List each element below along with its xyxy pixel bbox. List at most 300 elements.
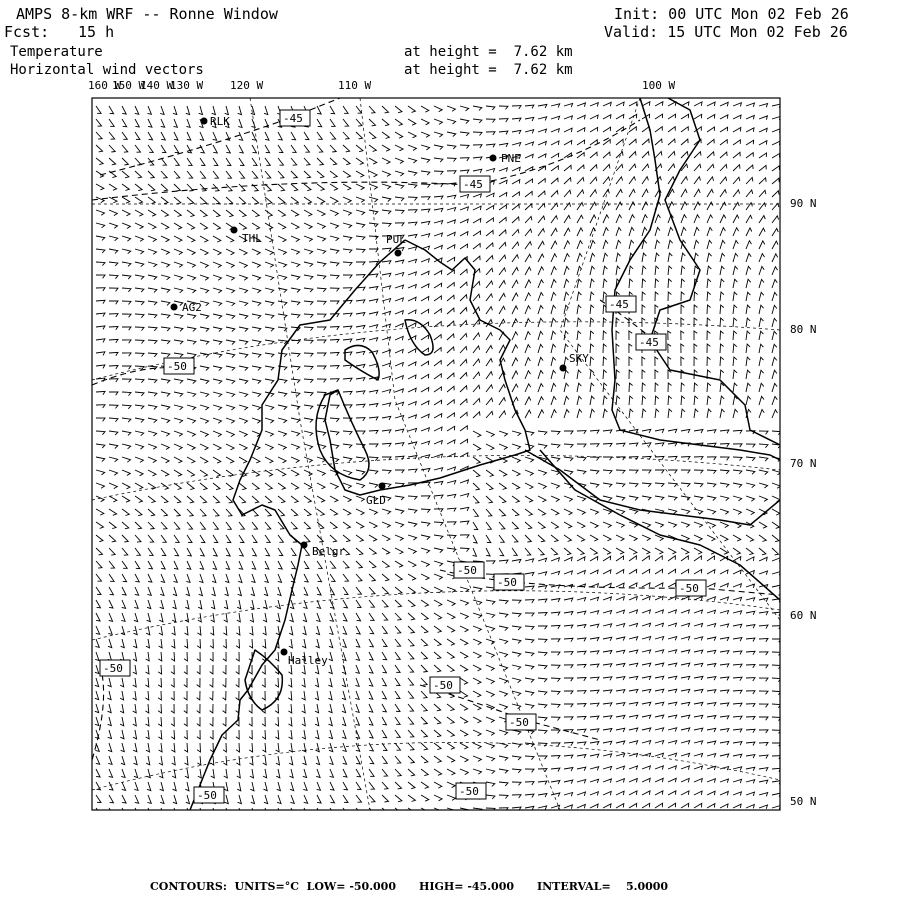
- wind-barb: [603, 279, 607, 288]
- wind-barb: [512, 242, 519, 249]
- wind-barb: [213, 379, 222, 384]
- wind-barb: [174, 405, 183, 410]
- wind-barb: [525, 293, 531, 301]
- wind-barb: [302, 691, 306, 700]
- wind-barb: [668, 623, 677, 627]
- wind-barb: [96, 223, 105, 228]
- wind-barb: [278, 223, 286, 229]
- wind-barb: [746, 215, 752, 223]
- wind-barb: [291, 197, 298, 204]
- wind-barb: [629, 409, 633, 418]
- wind-barb: [603, 102, 611, 106]
- wind-barb: [629, 189, 635, 197]
- wind-barb: [707, 570, 715, 574]
- station-label-belgr: Belgr: [312, 545, 346, 558]
- wind-barb: [447, 232, 455, 236]
- wind-barb: [96, 626, 100, 634]
- wind-barb: [174, 275, 183, 280]
- wind-barb: [720, 279, 724, 288]
- wind-barb: [603, 383, 607, 392]
- wind-barb: [720, 357, 724, 366]
- contour-50-mid: [440, 570, 780, 595]
- wind-barb: [329, 639, 333, 648]
- wind-barb: [109, 392, 118, 395]
- wind-barb: [356, 522, 364, 528]
- wind-barb: [158, 665, 161, 674]
- wind-barb: [486, 483, 493, 490]
- wind-barb: [564, 678, 573, 681]
- wind-barb: [629, 715, 638, 719]
- wind-barb: [239, 548, 243, 556]
- wind-barb: [147, 795, 151, 803]
- wind-barb: [577, 678, 586, 681]
- wind-barb: [668, 279, 672, 288]
- wind-barb: [564, 598, 573, 602]
- wind-barb: [512, 470, 520, 476]
- wind-barb: [733, 202, 739, 210]
- wind-barb: [408, 522, 417, 527]
- wind-barb: [291, 522, 297, 529]
- wind-barb: [694, 102, 702, 106]
- wind-barb: [276, 743, 280, 752]
- wind-barb: [694, 227, 699, 236]
- wind-barb: [668, 164, 675, 171]
- wind-barb: [577, 228, 583, 236]
- wind-barb: [252, 457, 260, 463]
- wind-barb: [356, 210, 365, 215]
- wind-barb: [122, 132, 127, 139]
- wind-barb: [538, 586, 547, 590]
- wind-barb: [421, 158, 430, 163]
- wind-barb: [707, 556, 715, 561]
- wind-barb: [265, 548, 270, 556]
- wind-barb: [577, 266, 582, 275]
- wind-barb: [160, 795, 164, 804]
- wind-barb: [746, 767, 755, 771]
- wind-barb: [135, 444, 144, 449]
- wind-barb: [252, 171, 258, 178]
- wind-barb: [278, 171, 284, 178]
- wind-barb: [525, 496, 533, 502]
- wind-barb: [564, 141, 572, 146]
- wind-barb: [252, 548, 256, 556]
- wind-barb: [226, 405, 235, 410]
- wind-barb: [184, 678, 187, 687]
- wind-barb: [148, 353, 157, 357]
- wind-barb: [629, 663, 638, 667]
- wind-barb: [499, 205, 506, 210]
- wind-barb: [486, 372, 493, 379]
- wind-barb: [694, 177, 701, 184]
- wind-barb: [512, 559, 521, 563]
- wind-barb: [655, 305, 658, 314]
- wind-barb: [369, 312, 378, 316]
- wind-barb: [395, 756, 401, 763]
- wind-barb: [616, 202, 622, 210]
- wind-barb: [369, 132, 376, 139]
- wind-barb: [772, 292, 777, 301]
- wind-barb: [369, 390, 378, 394]
- wind-barb: [135, 262, 144, 267]
- wind-barb: [759, 625, 768, 628]
- wind-barb: [237, 613, 241, 622]
- wind-barb: [199, 574, 203, 583]
- wind-barb: [160, 587, 164, 596]
- wind-barb: [134, 782, 138, 790]
- wind-barb: [369, 639, 373, 647]
- wind-barb: [200, 379, 209, 384]
- wind-barb: [525, 358, 530, 366]
- wind-barb: [122, 483, 130, 489]
- wind-barb: [707, 637, 716, 641]
- wind-barb: [460, 232, 468, 236]
- wind-barb: [122, 431, 131, 435]
- wind-barb: [746, 115, 754, 119]
- wind-barb: [96, 145, 103, 152]
- wind-barb: [278, 210, 286, 216]
- wind-barb: [746, 665, 755, 668]
- wind-barb: [538, 730, 547, 734]
- wind-barb: [421, 468, 430, 472]
- wind-barb: [499, 281, 505, 289]
- wind-barb: [460, 756, 468, 762]
- wind-barb: [121, 743, 125, 752]
- wind-barb: [499, 119, 508, 122]
- wind-barb: [316, 613, 320, 622]
- wind-barb: [707, 754, 716, 758]
- wind-barb: [434, 795, 442, 801]
- wind-barb: [668, 114, 676, 119]
- wind-barb: [262, 691, 265, 700]
- wind-barb: [460, 480, 469, 484]
- wind-barb: [304, 522, 311, 529]
- wind-barb: [343, 600, 348, 608]
- wind-barb: [759, 216, 765, 224]
- wind-barb: [161, 405, 170, 410]
- wind-barb: [447, 626, 455, 632]
- wind-barb: [109, 379, 118, 382]
- station-marker-pne: [490, 155, 497, 162]
- wind-barb: [109, 405, 118, 408]
- wind-barb: [655, 370, 658, 379]
- wind-barb: [135, 808, 139, 816]
- wind-barb: [289, 639, 293, 648]
- wind-barb: [122, 158, 128, 165]
- wind-barb: [486, 106, 495, 110]
- wind-barb: [642, 689, 651, 693]
- wind-barb: [538, 626, 547, 629]
- wind-barb: [681, 266, 685, 275]
- wind-barb: [772, 535, 779, 542]
- wind-barb: [551, 717, 560, 721]
- wind-barb: [733, 690, 742, 693]
- wind-barb: [616, 663, 625, 667]
- wind-barb: [629, 741, 638, 745]
- wind-barb: [434, 374, 441, 379]
- wind-barb: [486, 470, 493, 477]
- wind-barb: [486, 743, 495, 748]
- wind-barb: [395, 158, 403, 164]
- wind-barb: [161, 574, 165, 582]
- wind-barb: [95, 704, 99, 713]
- wind-barb: [200, 522, 206, 529]
- wind-barb: [733, 165, 740, 171]
- wind-barb: [538, 229, 545, 236]
- wind-barb: [135, 483, 143, 489]
- wind-barb: [668, 456, 677, 459]
- wind-barb: [460, 282, 467, 288]
- wind-barb: [655, 240, 660, 249]
- wind-barb: [342, 639, 346, 647]
- wind-barb: [408, 323, 416, 327]
- wind-barb: [382, 311, 391, 315]
- station-marker-thl: [231, 227, 238, 234]
- wind-barb: [642, 702, 651, 706]
- island-west: [345, 345, 379, 380]
- wind-barb: [369, 325, 378, 329]
- wind-barb: [356, 378, 365, 382]
- wind-barb: [146, 652, 150, 661]
- wind-barb: [161, 249, 169, 254]
- wind-barb: [421, 284, 429, 288]
- wind-barb: [668, 266, 672, 275]
- wind-barb: [486, 346, 492, 354]
- lon-label-130w: 130 W: [170, 79, 204, 92]
- wind-barb: [369, 261, 378, 264]
- wind-barb: [681, 292, 685, 301]
- wind-barb: [460, 295, 467, 301]
- wind-barb: [395, 769, 401, 776]
- wind-barb: [302, 717, 306, 726]
- wind-barb: [525, 704, 534, 708]
- wind-barb: [291, 457, 299, 463]
- wind-barb: [186, 795, 190, 804]
- wind-barb: [460, 359, 467, 366]
- wind-barb: [694, 623, 703, 627]
- wind-barb: [265, 223, 273, 229]
- wind-barb: [135, 509, 142, 516]
- wind-barb: [473, 256, 480, 262]
- wind-barb: [681, 470, 690, 473]
- wind-barb: [213, 457, 221, 463]
- wind-barb: [499, 431, 508, 436]
- wind-barb: [122, 795, 126, 803]
- wind-barb: [356, 782, 361, 790]
- wind-barb: [276, 756, 280, 765]
- wind-barb: [304, 431, 313, 436]
- wind-barb: [551, 397, 556, 406]
- wind-barb: [135, 301, 144, 305]
- wind-barb: [629, 583, 637, 587]
- wind-barb: [330, 613, 334, 621]
- wind-barb: [185, 782, 189, 791]
- wind-barb: [317, 353, 326, 356]
- wind-barb: [239, 366, 248, 371]
- wind-barb: [421, 587, 429, 593]
- wind-barb: [226, 496, 233, 503]
- wind-barb: [304, 132, 309, 140]
- wind-barb: [590, 396, 594, 405]
- wind-barb: [291, 353, 300, 357]
- wind-barb: [369, 600, 375, 607]
- wind-barb: [213, 470, 220, 476]
- wind-barb: [733, 266, 738, 275]
- wind-barb: [577, 792, 586, 796]
- wind-barb: [512, 255, 519, 262]
- wind-barb: [148, 392, 157, 396]
- wind-barb: [109, 106, 114, 114]
- wind-barb: [577, 509, 585, 515]
- wind-barb: [343, 626, 347, 634]
- wind-barb: [408, 310, 416, 314]
- wind-barb: [512, 143, 521, 147]
- wind-barb: [746, 266, 751, 275]
- wind-barb: [382, 158, 390, 164]
- wind-barb: [107, 691, 111, 700]
- wind-barb: [538, 678, 547, 682]
- wind-barb: [694, 240, 699, 249]
- wind-barb: [343, 756, 347, 764]
- wind-barb: [512, 293, 518, 301]
- wind-barb: [317, 106, 321, 114]
- wind-barb: [96, 587, 101, 595]
- wind-barb: [187, 171, 193, 178]
- wind-barb: [239, 275, 248, 280]
- wind-barb: [746, 755, 755, 759]
- wind-barb: [290, 769, 294, 778]
- wind-barb: [603, 716, 612, 720]
- wind-barb: [265, 327, 274, 331]
- wind-barb: [668, 396, 672, 405]
- wind-barb: [603, 804, 611, 808]
- wind-barb: [395, 782, 402, 789]
- wind-barb: [733, 548, 740, 554]
- wind-barb: [369, 197, 378, 202]
- wind-barb: [577, 535, 585, 541]
- wind-barb: [538, 806, 547, 810]
- wind-barb: [109, 782, 113, 790]
- wind-barb: [395, 197, 404, 201]
- wind-barb: [460, 548, 469, 552]
- wind-barb: [135, 145, 141, 152]
- wind-barb: [525, 691, 534, 695]
- wind-barb: [590, 190, 597, 197]
- wind-barb: [629, 791, 637, 795]
- wind-barb: [187, 314, 196, 319]
- wind-barb: [408, 158, 417, 163]
- wind-barb: [681, 623, 690, 627]
- wind-barb: [564, 228, 570, 236]
- wind-barb: [408, 795, 415, 802]
- map-title: AMPS 8-km WRF -- Ronne Window: [16, 5, 278, 23]
- wind-barb: [499, 384, 505, 392]
- wind-barb: [355, 678, 359, 686]
- wind-barb: [720, 215, 726, 223]
- wind-barb: [746, 318, 750, 327]
- wind-barb: [538, 665, 547, 669]
- wind-barb: [278, 353, 287, 357]
- wind-barb: [694, 318, 697, 327]
- wind-barb: [135, 340, 144, 344]
- wind-barb: [629, 556, 636, 561]
- wind-barb: [317, 197, 325, 203]
- wind-barb: [655, 279, 659, 288]
- wind-barb: [694, 556, 701, 561]
- wind-barb: [304, 509, 311, 516]
- wind-barb: [213, 418, 222, 423]
- wind-barb: [369, 704, 373, 712]
- wind-barb: [382, 678, 386, 686]
- wind-barb: [746, 357, 750, 366]
- wind-barb: [317, 470, 325, 476]
- wind-barb: [499, 255, 506, 262]
- wind-barb: [525, 280, 531, 288]
- wind-barb: [681, 715, 690, 719]
- wind-barb: [264, 782, 268, 791]
- wind-barb: [473, 412, 480, 418]
- wind-barb: [224, 600, 228, 609]
- wind-barb: [148, 119, 152, 127]
- wind-barb: [434, 704, 441, 711]
- wind-barb: [668, 139, 675, 145]
- wind-barb: [733, 716, 742, 720]
- wind-barb: [210, 639, 213, 648]
- wind-barb: [250, 600, 254, 609]
- wind-barb: [213, 327, 222, 332]
- wind-barb: [759, 805, 768, 809]
- wind-barb: [291, 431, 300, 436]
- wind-barb: [135, 275, 144, 279]
- wind-barb: [642, 279, 646, 288]
- wind-barb: [655, 676, 664, 680]
- wind-barb: [304, 483, 312, 489]
- wind-barb: [291, 392, 300, 396]
- wind-barb: [707, 292, 711, 301]
- wind-barb: [382, 730, 387, 738]
- wind-barb: [499, 106, 508, 109]
- wind-barb: [252, 353, 261, 357]
- wind-barb: [395, 730, 400, 737]
- wind-barb: [226, 561, 230, 569]
- wind-barb: [252, 249, 260, 255]
- wind-barb: [148, 808, 152, 816]
- wind-barb: [382, 769, 388, 776]
- wind-barb: [759, 104, 768, 108]
- station-label-pul: PUL: [386, 233, 406, 246]
- wind-barb: [564, 266, 569, 275]
- wind-barb: [108, 756, 112, 764]
- wind-barb: [252, 340, 261, 344]
- wind-barb: [108, 717, 112, 726]
- wind-barb: [473, 157, 482, 161]
- wind-barb: [590, 127, 598, 132]
- wind-barb: [577, 755, 586, 759]
- wind-barb: [590, 383, 594, 392]
- wind-barb: [629, 548, 637, 554]
- wind-barb: [109, 223, 118, 228]
- wind-barb: [655, 496, 664, 500]
- wind-barb: [707, 624, 716, 628]
- wind-barb: [551, 548, 558, 555]
- wind-barb: [174, 132, 178, 140]
- wind-barb: [694, 766, 703, 770]
- wind-barb: [473, 509, 478, 516]
- wind-barb: [223, 691, 226, 700]
- wind-barb: [174, 223, 182, 229]
- wind-barb: [434, 756, 441, 763]
- wind-barb: [720, 548, 728, 554]
- wind-barb: [122, 288, 131, 292]
